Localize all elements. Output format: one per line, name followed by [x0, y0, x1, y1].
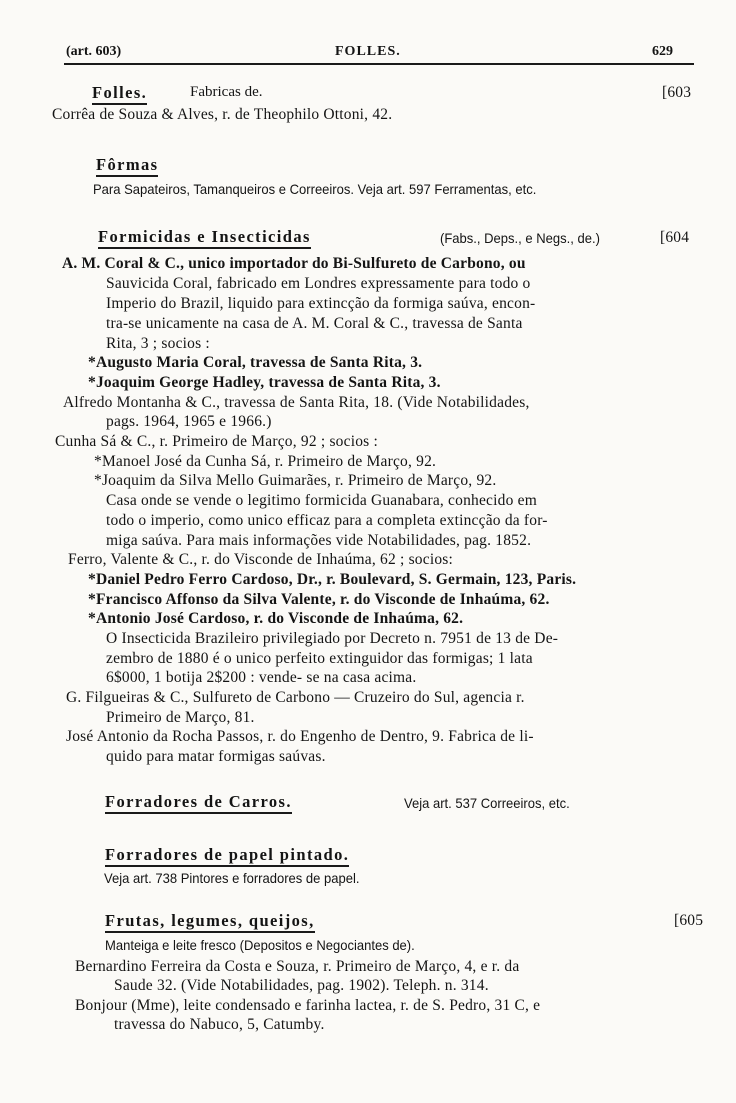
section-title-formicidas: Formicidas e Insecticidas: [98, 228, 311, 249]
running-head-article: (art. 603): [66, 44, 122, 59]
entry-line: Primeiro de Março, 81.: [106, 709, 255, 726]
entry-line: Corrêa de Souza & Alves, r. de Theophilo Ottoni, 42.: [52, 106, 393, 123]
section-note: Veja art. 738 Pintores e forradores de papel.: [104, 870, 360, 886]
entry-line: Alfredo Montanha & C., travessa de Santa Rita, 18. (Vide Notabilidades,: [63, 394, 530, 411]
entry-line: G. Filgueiras & C., Sulfureto de Carbono — Cruzeiro do Sul, agencia r.: [66, 689, 525, 706]
section-note: Para Sapateiros, Tamanqueiros e Correeiros. Veja art. 597 Ferramentas, etc.: [93, 181, 537, 197]
entry-line: *Augusto Maria Coral, travessa de Santa Rita, 3.: [88, 354, 423, 371]
entry-line: Sauvicida Coral, fabricado em Londres expressamente para todo o: [106, 275, 531, 292]
entry-line: A. M. Coral & C., unico importador do Bi-Sulfureto de Carbono, ou: [62, 255, 526, 272]
entry-line: travessa do Nabuco, 5, Catumby.: [114, 1016, 325, 1033]
section-title-folles: Folles.: [92, 84, 147, 105]
entry-line: todo o imperio, como unico efficaz para a completa extincção da for-: [106, 512, 548, 529]
entry-line: Bonjour (Mme), leite condensado e farinha lactea, r. de S. Pedro, 31 C, e: [75, 997, 541, 1014]
section-title-carros: Forradores de Carros.: [105, 793, 292, 814]
entry-line: Imperio do Brazil, liquido para extincção da formiga saúva, encon-: [106, 295, 536, 312]
header-rule: [64, 63, 694, 65]
entry-line: José Antonio da Rocha Passos, r. do Engenho de Dentro, 9. Fabrica de li-: [66, 728, 534, 745]
entry-line: *Manoel José da Cunha Sá, r. Primeiro de Março, 92.: [94, 453, 437, 470]
entry-line: Saude 32. (Vide Notabilidades, pag. 1902). Teleph. n. 314.: [114, 977, 489, 994]
entry-line: Ferro, Valente & C., r. do Visconde de Inhaúma, 62 ; socios:: [68, 551, 454, 568]
section-title-formas: Fôrmas: [96, 156, 158, 177]
page-number: 629: [652, 44, 673, 59]
section-desc-folles: Fabricas de.: [190, 84, 263, 100]
article-number: [603: [662, 84, 692, 101]
entry-line: 6$000, 1 botija 2$200 : vende- se na casa acima.: [106, 669, 417, 686]
entry-line: zembro de 1880 é o unico perfeito extinguidor das formigas; 1 lata: [106, 650, 533, 667]
entry-line: quido para matar formigas saúvas.: [106, 748, 326, 765]
entry-line: *Daniel Pedro Ferro Cardoso, Dr., r. Boulevard, S. Germain, 123, Paris.: [88, 571, 577, 588]
entry-line: *Antonio José Cardoso, r. do Visconde de Inhaúma, 62.: [88, 610, 464, 627]
entry-line: Cunha Sá & C., r. Primeiro de Março, 92 ; socios :: [55, 433, 378, 450]
entry-line: tra-se unicamente na casa de A. M. Coral & C., travessa de Santa: [106, 315, 523, 332]
entry-line: Rita, 3 ; socios :: [106, 335, 210, 352]
entry-line: *Francisco Affonso da Silva Valente, r. do Visconde de Inhaúma, 62.: [88, 591, 550, 608]
entry-line: pags. 1964, 1965 e 1966.): [106, 413, 272, 430]
section-subtitle: (Fabs., Deps., e Negs., de.): [440, 230, 600, 246]
section-note: Veja art. 537 Correeiros, etc.: [404, 795, 570, 811]
section-title-frutas: Frutas, legumes, queijos,: [105, 912, 315, 933]
entry-line: *Joaquim George Hadley, travessa de Santa Rita, 3.: [88, 374, 441, 391]
entry-line: *Joaquim da Silva Mello Guimarães, r. Primeiro de Março, 92.: [94, 472, 497, 489]
entry-line: miga saúva. Para mais informações vide Notabilidades, pag. 1852.: [106, 532, 532, 549]
section-note: Manteiga e leite fresco (Depositos e Negociantes de).: [105, 937, 415, 953]
section-title-papel: Forradores de papel pintado.: [105, 846, 349, 867]
article-number: [605: [674, 912, 704, 929]
entry-line: Casa onde se vende o legitimo formicida Guanabara, conhecido em: [106, 492, 537, 509]
entry-line: Bernardino Ferreira da Costa e Souza, r. Primeiro de Março, 4, e r. da: [75, 958, 520, 975]
entry-line: O Insecticida Brazileiro privilegiado por Decreto n. 7951 de 13 de De-: [106, 630, 559, 647]
article-number: [604: [660, 229, 690, 246]
running-head-title: FOLLES.: [335, 44, 401, 59]
